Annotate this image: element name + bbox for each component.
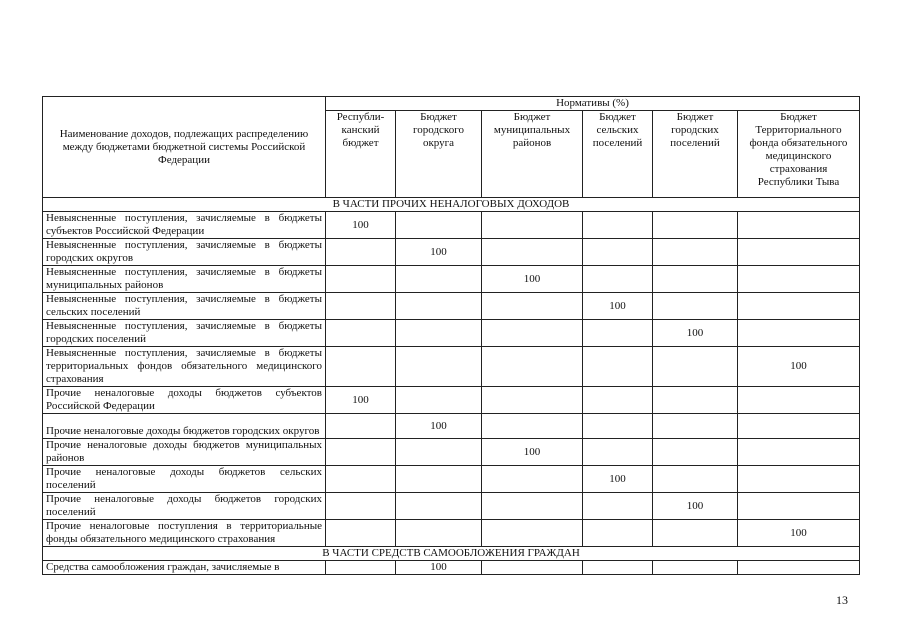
norm-value-cell <box>738 212 860 239</box>
norm-value-cell <box>738 466 860 493</box>
norm-value-cell: 100 <box>653 320 738 347</box>
norms-group-header: Нормативы (%) <box>326 97 860 111</box>
section-header-self-taxation <box>43 547 860 561</box>
norm-value-cell: 100 <box>738 347 860 387</box>
norm-value-cell <box>326 439 396 466</box>
income-name-cell: Невыясненные поступления, зачисляемые в бюджеты субъектов Российской Федерации <box>43 212 326 239</box>
norm-value-cell <box>653 266 738 293</box>
norm-value-cell <box>482 320 583 347</box>
income-name-cell: Прочие неналоговые доходы бюджетов субъектов Российской Федерации <box>43 387 326 414</box>
table-row <box>43 414 860 439</box>
norm-value-cell <box>326 320 396 347</box>
norms-table <box>42 96 860 575</box>
norm-value-cell <box>482 414 583 439</box>
norm-value-cell: 100 <box>326 212 396 239</box>
norm-value-cell <box>583 561 653 575</box>
norm-value-cell <box>583 387 653 414</box>
norm-value-cell <box>583 414 653 439</box>
norm-value-cell <box>583 212 653 239</box>
norm-value-cell <box>738 493 860 520</box>
norm-value-cell <box>653 466 738 493</box>
column-header-urban-settlements: Бюджет городских поселений <box>653 111 738 198</box>
norm-value-cell <box>482 387 583 414</box>
norm-value-cell <box>326 520 396 547</box>
norm-value-cell <box>583 493 653 520</box>
norm-value-cell: 100 <box>653 493 738 520</box>
norm-value-cell <box>738 320 860 347</box>
table-row <box>43 387 860 414</box>
norm-value-cell: 100 <box>396 239 482 266</box>
norm-value-cell: 100 <box>326 387 396 414</box>
column-header-rural-settlements: Бюджет сельских поселений <box>583 111 653 198</box>
norm-value-cell: 100 <box>482 439 583 466</box>
column-header-republic: Республи-канский бюджет <box>326 111 396 198</box>
table-body <box>43 97 860 575</box>
table-row <box>43 239 860 266</box>
norm-value-cell <box>482 239 583 266</box>
name-column-header: Наименование доходов, подлежащих распределению между бюджетами бюджетной системы Российской Федерации <box>43 97 326 198</box>
norm-value-cell <box>738 293 860 320</box>
income-name-cell: Прочие неналоговые доходы бюджетов муниципальных районов <box>43 439 326 466</box>
norm-value-cell <box>583 347 653 387</box>
table-row <box>43 347 860 387</box>
income-name-cell: Невыясненные поступления, зачисляемые в бюджеты городских округов <box>43 239 326 266</box>
income-name-cell: Прочие неналоговые доходы бюджетов городских округов <box>43 414 326 439</box>
norm-value-cell <box>396 293 482 320</box>
norm-value-cell <box>653 239 738 266</box>
table-row <box>43 293 860 320</box>
norm-value-cell <box>396 320 482 347</box>
column-header-city-district: Бюджет городского округа <box>396 111 482 198</box>
table-row <box>43 493 860 520</box>
norm-value-cell: 100 <box>738 520 860 547</box>
income-name-cell: Прочие неналоговые доходы бюджетов сельских поселений <box>43 466 326 493</box>
norm-value-cell <box>396 266 482 293</box>
norm-value-cell <box>482 293 583 320</box>
norm-value-cell <box>583 439 653 466</box>
norm-value-cell <box>482 520 583 547</box>
norm-value-cell <box>396 439 482 466</box>
income-name-cell: Невыясненные поступления, зачисляемые в бюджеты городских поселений <box>43 320 326 347</box>
income-name-cell: Средства самообложения граждан, зачисляемые в <box>43 561 326 575</box>
norm-value-cell: 100 <box>396 414 482 439</box>
table-row <box>43 320 860 347</box>
norm-value-cell <box>653 520 738 547</box>
norm-value-cell <box>653 387 738 414</box>
norm-value-cell <box>482 212 583 239</box>
norm-value-cell <box>482 347 583 387</box>
norm-value-cell <box>738 239 860 266</box>
norm-value-cell: 100 <box>482 266 583 293</box>
table-row <box>43 520 860 547</box>
norm-value-cell <box>396 212 482 239</box>
section-title: В ЧАСТИ ПРОЧИХ НЕНАЛОГОВЫХ ДОХОДОВ <box>43 198 860 212</box>
norm-value-cell <box>326 561 396 575</box>
norm-value-cell <box>396 347 482 387</box>
norm-value-cell <box>326 466 396 493</box>
income-name-cell: Прочие неналоговые поступления в территориальные фонды обязательного медицинского страхования <box>43 520 326 547</box>
column-header-municipal-districts: Бюджет муниципальных районов <box>482 111 583 198</box>
norm-value-cell <box>653 212 738 239</box>
table-row <box>43 266 860 293</box>
norm-value-cell <box>396 466 482 493</box>
norm-value-cell <box>738 414 860 439</box>
norm-value-cell <box>583 239 653 266</box>
norm-value-cell <box>738 266 860 293</box>
table-row <box>43 466 860 493</box>
norm-value-cell <box>653 414 738 439</box>
norm-value-cell <box>482 561 583 575</box>
norm-value-cell <box>326 239 396 266</box>
norm-value-cell: 100 <box>583 293 653 320</box>
section-title: В ЧАСТИ СРЕДСТВ САМООБЛОЖЕНИЯ ГРАЖДАН <box>43 547 860 561</box>
income-name-cell: Невыясненные поступления, зачисляемые в бюджеты территориальных фондов обязательного медицинского страхования <box>43 347 326 387</box>
table-row <box>43 212 860 239</box>
table-row <box>43 561 860 575</box>
norm-value-cell <box>583 266 653 293</box>
norm-value-cell <box>653 293 738 320</box>
norm-value-cell <box>653 347 738 387</box>
norm-value-cell <box>738 561 860 575</box>
norm-value-cell <box>326 414 396 439</box>
norm-value-cell: 100 <box>583 466 653 493</box>
norm-value-cell <box>396 493 482 520</box>
income-name-cell: Невыясненные поступления, зачисляемые в бюджеты сельских поселений <box>43 293 326 320</box>
norm-value-cell <box>326 347 396 387</box>
column-header-medical-insurance-fund: Бюджет Территориального фонда обязательного медицинского страхования Республики Тыва <box>738 111 860 198</box>
norm-value-cell <box>738 387 860 414</box>
section-header-non-tax <box>43 198 860 212</box>
income-name-cell: Невыясненные поступления, зачисляемые в бюджеты муниципальных районов <box>43 266 326 293</box>
norm-value-cell <box>653 561 738 575</box>
norm-value-cell <box>396 520 482 547</box>
page-number: 13 <box>836 593 848 607</box>
norm-value-cell <box>738 439 860 466</box>
norm-value-cell <box>653 439 738 466</box>
norm-value-cell <box>583 520 653 547</box>
norm-value-cell <box>326 493 396 520</box>
norm-value-cell <box>326 293 396 320</box>
income-name-cell: Прочие неналоговые доходы бюджетов городских поселений <box>43 493 326 520</box>
norm-value-cell <box>482 466 583 493</box>
header-row-1 <box>43 97 860 111</box>
norm-value-cell: 100 <box>396 561 482 575</box>
table-row <box>43 439 860 466</box>
norm-value-cell <box>396 387 482 414</box>
norm-value-cell <box>326 266 396 293</box>
norm-value-cell <box>583 320 653 347</box>
norm-value-cell <box>482 493 583 520</box>
